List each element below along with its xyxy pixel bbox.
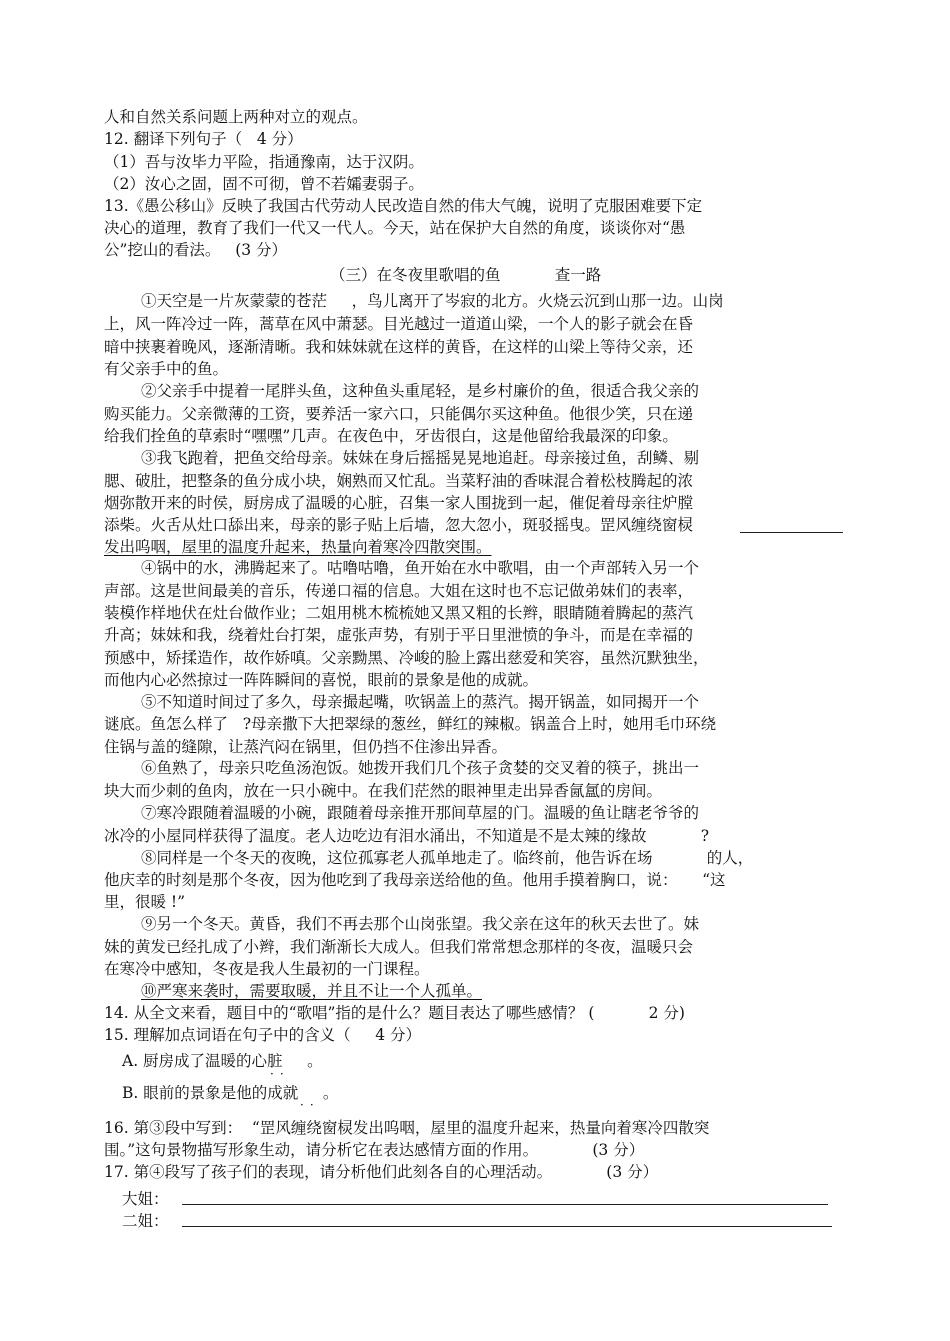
text-line: 腮、破肚，把整条的鱼分成小块，娴熟而又忙乱。当菜籽油的香味混合着松枝腾起的浓 xyxy=(104,472,694,490)
paragraph-5: ⑤不知道时间过了多久，母亲撮起嘴，吹锅盖上的蒸汽。揭开锅盖，如同揭开一个 xyxy=(141,693,700,711)
paragraph-9: ⑨另一个冬天。黄昏，我们不再去那个山岗张望。我父亲在这年的秋天去世了。妹 xyxy=(141,915,700,933)
paragraph-10: ⑩严寒来袭时，需要取暖，并且不让一个人孤单。 xyxy=(141,982,483,1000)
text-line: 住锅与盖的缝隙，让蒸汽闷在锅里，但仍挡不住渗出异香。 xyxy=(104,738,508,756)
text-line: 冰冷的小屋同样获得了温度。老人边吃边有泪水涌出，不知道是不是太辣的缘故 ? xyxy=(104,827,710,845)
question-17: 17. 第④段写了孩子们的表现，请分析他们此刻各自的心理活动。 (3 分） xyxy=(104,1163,659,1181)
text-line: 暗中挟裹着晚风，逐渐清晰。我和妹妹就在这样的黄昏，在这样的山梁上等待父亲，还 xyxy=(104,338,694,356)
text-line: 预感中，矫揉造作，故作娇嗔。父亲黝黑、冷峻的脸上露出慈爱和笑容，虽然沉默独坐， xyxy=(104,649,709,667)
underline-rule xyxy=(740,532,843,533)
text-line: 块大而少刺的鱼肉，放在一只小碗中。在我们茫然的眼神里走出异香氤氲的房间。 xyxy=(104,782,663,800)
paragraph-8: ⑧同样是一个冬天的夜晚，这位孤寡老人孤单地走了。临终前，他告诉在场 的人， xyxy=(141,849,754,867)
underlined-sentence: 发出呜咽，屋里的温度升起来，热量向着寒冷四散突围。 xyxy=(104,538,492,556)
passage-title: （三）在冬夜里歌唱的鱼 查一路 xyxy=(330,266,602,284)
text-line: 烟弥散开来的时侯，厨房成了温暖的心脏，召集一家人围拢到一起，催促着母亲往炉膛 xyxy=(104,494,694,512)
question-12-item-1: （1）吾与汝毕力平险，指通豫南，达于汉阴。 xyxy=(104,153,424,171)
question-15-a: A. 厨房成了温暖的心脏 。 xyxy=(122,1052,323,1070)
paragraph-2: ②父亲手中提着一尾胖头鱼，这种鱼头重尾轻，是乡村廉价的鱼，很适合我父亲的 xyxy=(141,382,700,400)
text-line: 装模作样地伏在灶台做作业；二姐用桃木梳梳她又黑又粗的长辫，眼睛随着腾起的蒸汽 xyxy=(104,604,694,622)
answer-label-eldest-sister: 大姐： xyxy=(122,1190,169,1208)
text-line: 而他内心必然掠过一阵阵瞬间的喜悦，眼前的景象是他的成就。 xyxy=(104,671,539,689)
text-line: 妹的黄发已经扎成了小辫，我们渐渐长大成人。但我们常常想念那样的冬夜，温暖只会 xyxy=(104,938,694,956)
text-line: 声部。这是世间最美的音乐，传递口福的信息。大姐在这时也不忘记做弟妹们的表率， xyxy=(104,582,694,600)
text-line: 公”挖山的看法。 (3 分） xyxy=(104,241,288,259)
text-line: 上，风一阵冷过一阵，蒿草在风中萧瑟。目光越过一道道山梁，一个人的影子就会在昏 xyxy=(104,315,694,333)
text-line: 在寒冷中感知，冬夜是我人生最初的一门课程。 xyxy=(104,960,430,978)
paragraph-7: ⑦寒冷跟随着温暖的小碗，跟随着母亲推开那间草屋的门。温暖的鱼让瞎老爷爷的 xyxy=(141,804,700,822)
text-line: 给我们拴鱼的草索时“嘿嘿”几声。在夜色中，牙齿很白，这是他留给我最深的印象。 xyxy=(104,427,678,445)
paragraph-6: ⑥鱼熟了，母亲只吃鱼汤泡饭。她拨开我们几个孩子贪婪的交叉着的筷子，挑出一 xyxy=(141,759,700,777)
paragraph-1: ①天空是一片灰蒙蒙的苍茫 ，鸟儿离开了岑寂的北方。火烧云沉到山那一边。山岗 xyxy=(141,292,724,310)
text-line: 谜底。鱼怎么样了 ?母亲撒下大把翠绿的葱丝，鲜红的辣椒。锅盖合上时，她用毛巾环绕 xyxy=(104,715,717,733)
emphasis-dots: ·· xyxy=(270,1067,290,1081)
text-line: 升高；妹妹和我，绕着灶台打架，虚张声势，有别于平日里泄愤的争斗，而是在幸福的 xyxy=(104,626,694,644)
question-12-item-2: （2）汝心之固，固不可彻，曾不若孀妻弱子。 xyxy=(104,175,424,193)
text-line: 人和自然关系问题上两种对立的观点。 xyxy=(104,108,368,126)
text-line: 购买能力。父亲微薄的工资，要养活一家六口，只能偶尔买这种鱼。他很少笑，只在递 xyxy=(104,405,694,423)
text-line: 决心的道理，教育了我们一代又一代人。今天，站在保护大自然的角度，谈谈你对“愚 xyxy=(104,219,686,237)
question-15-b: B. 眼前的景象是他的成就 。 xyxy=(122,1084,339,1102)
paragraph-4: ④锅中的水，沸腾起来了。咕噜咕噜，鱼开始在水中歌唱，由一个声部转入另一个 xyxy=(141,559,700,577)
question-12: 12. 翻译下列句子（ 4 分） xyxy=(104,130,303,148)
question-15: 15. 理解加点词语在句子中的含义（ 4 分） xyxy=(104,1026,422,1044)
question-13: 13.《愚公移山》反映了我国古代劳动人民改造自然的伟大气魄，说明了克服困难要下定 xyxy=(104,197,703,215)
text-line: 他庆幸的时刻是那个冬夜，因为他吃到了我母亲送给他的鱼。他用手摸着胸口，说： “这 xyxy=(104,871,726,889)
answer-label-second-sister: 二姐： xyxy=(122,1212,169,1230)
text-line: 里，很暖 !” xyxy=(104,893,186,911)
question-16: 16. 第③段中写到： “罡风缠绕窗棂发出呜咽，屋里的温度升起来，热量向着寒冷四散突 xyxy=(104,1119,710,1137)
text-line: 围。”这句景物描写形象生动，请分析它在表达感情方面的作用。 (3 分） xyxy=(104,1141,645,1159)
paragraph-3: ③我飞跑着，把鱼交给母亲。妹妹在身后摇摇晃晃地追赶。母亲接过鱼，刮鳞、剔 xyxy=(141,449,700,467)
answer-line[interactable] xyxy=(182,1226,832,1227)
text-line: 添柴。火舌从灶口舔出来，母亲的影子贴上后墙，忽大忽小，斑驳摇曳。罡风缠绕窗棂 xyxy=(104,516,694,534)
answer-line[interactable] xyxy=(182,1204,828,1205)
emphasis-dots: ·· xyxy=(300,1098,320,1112)
question-14: 14. 从全文来看，题目中的“歌唱”指的是什么？题目表达了哪些感情？ ( 2 分) xyxy=(104,1004,685,1022)
text-line: 有父亲手中的鱼。 xyxy=(104,360,229,378)
